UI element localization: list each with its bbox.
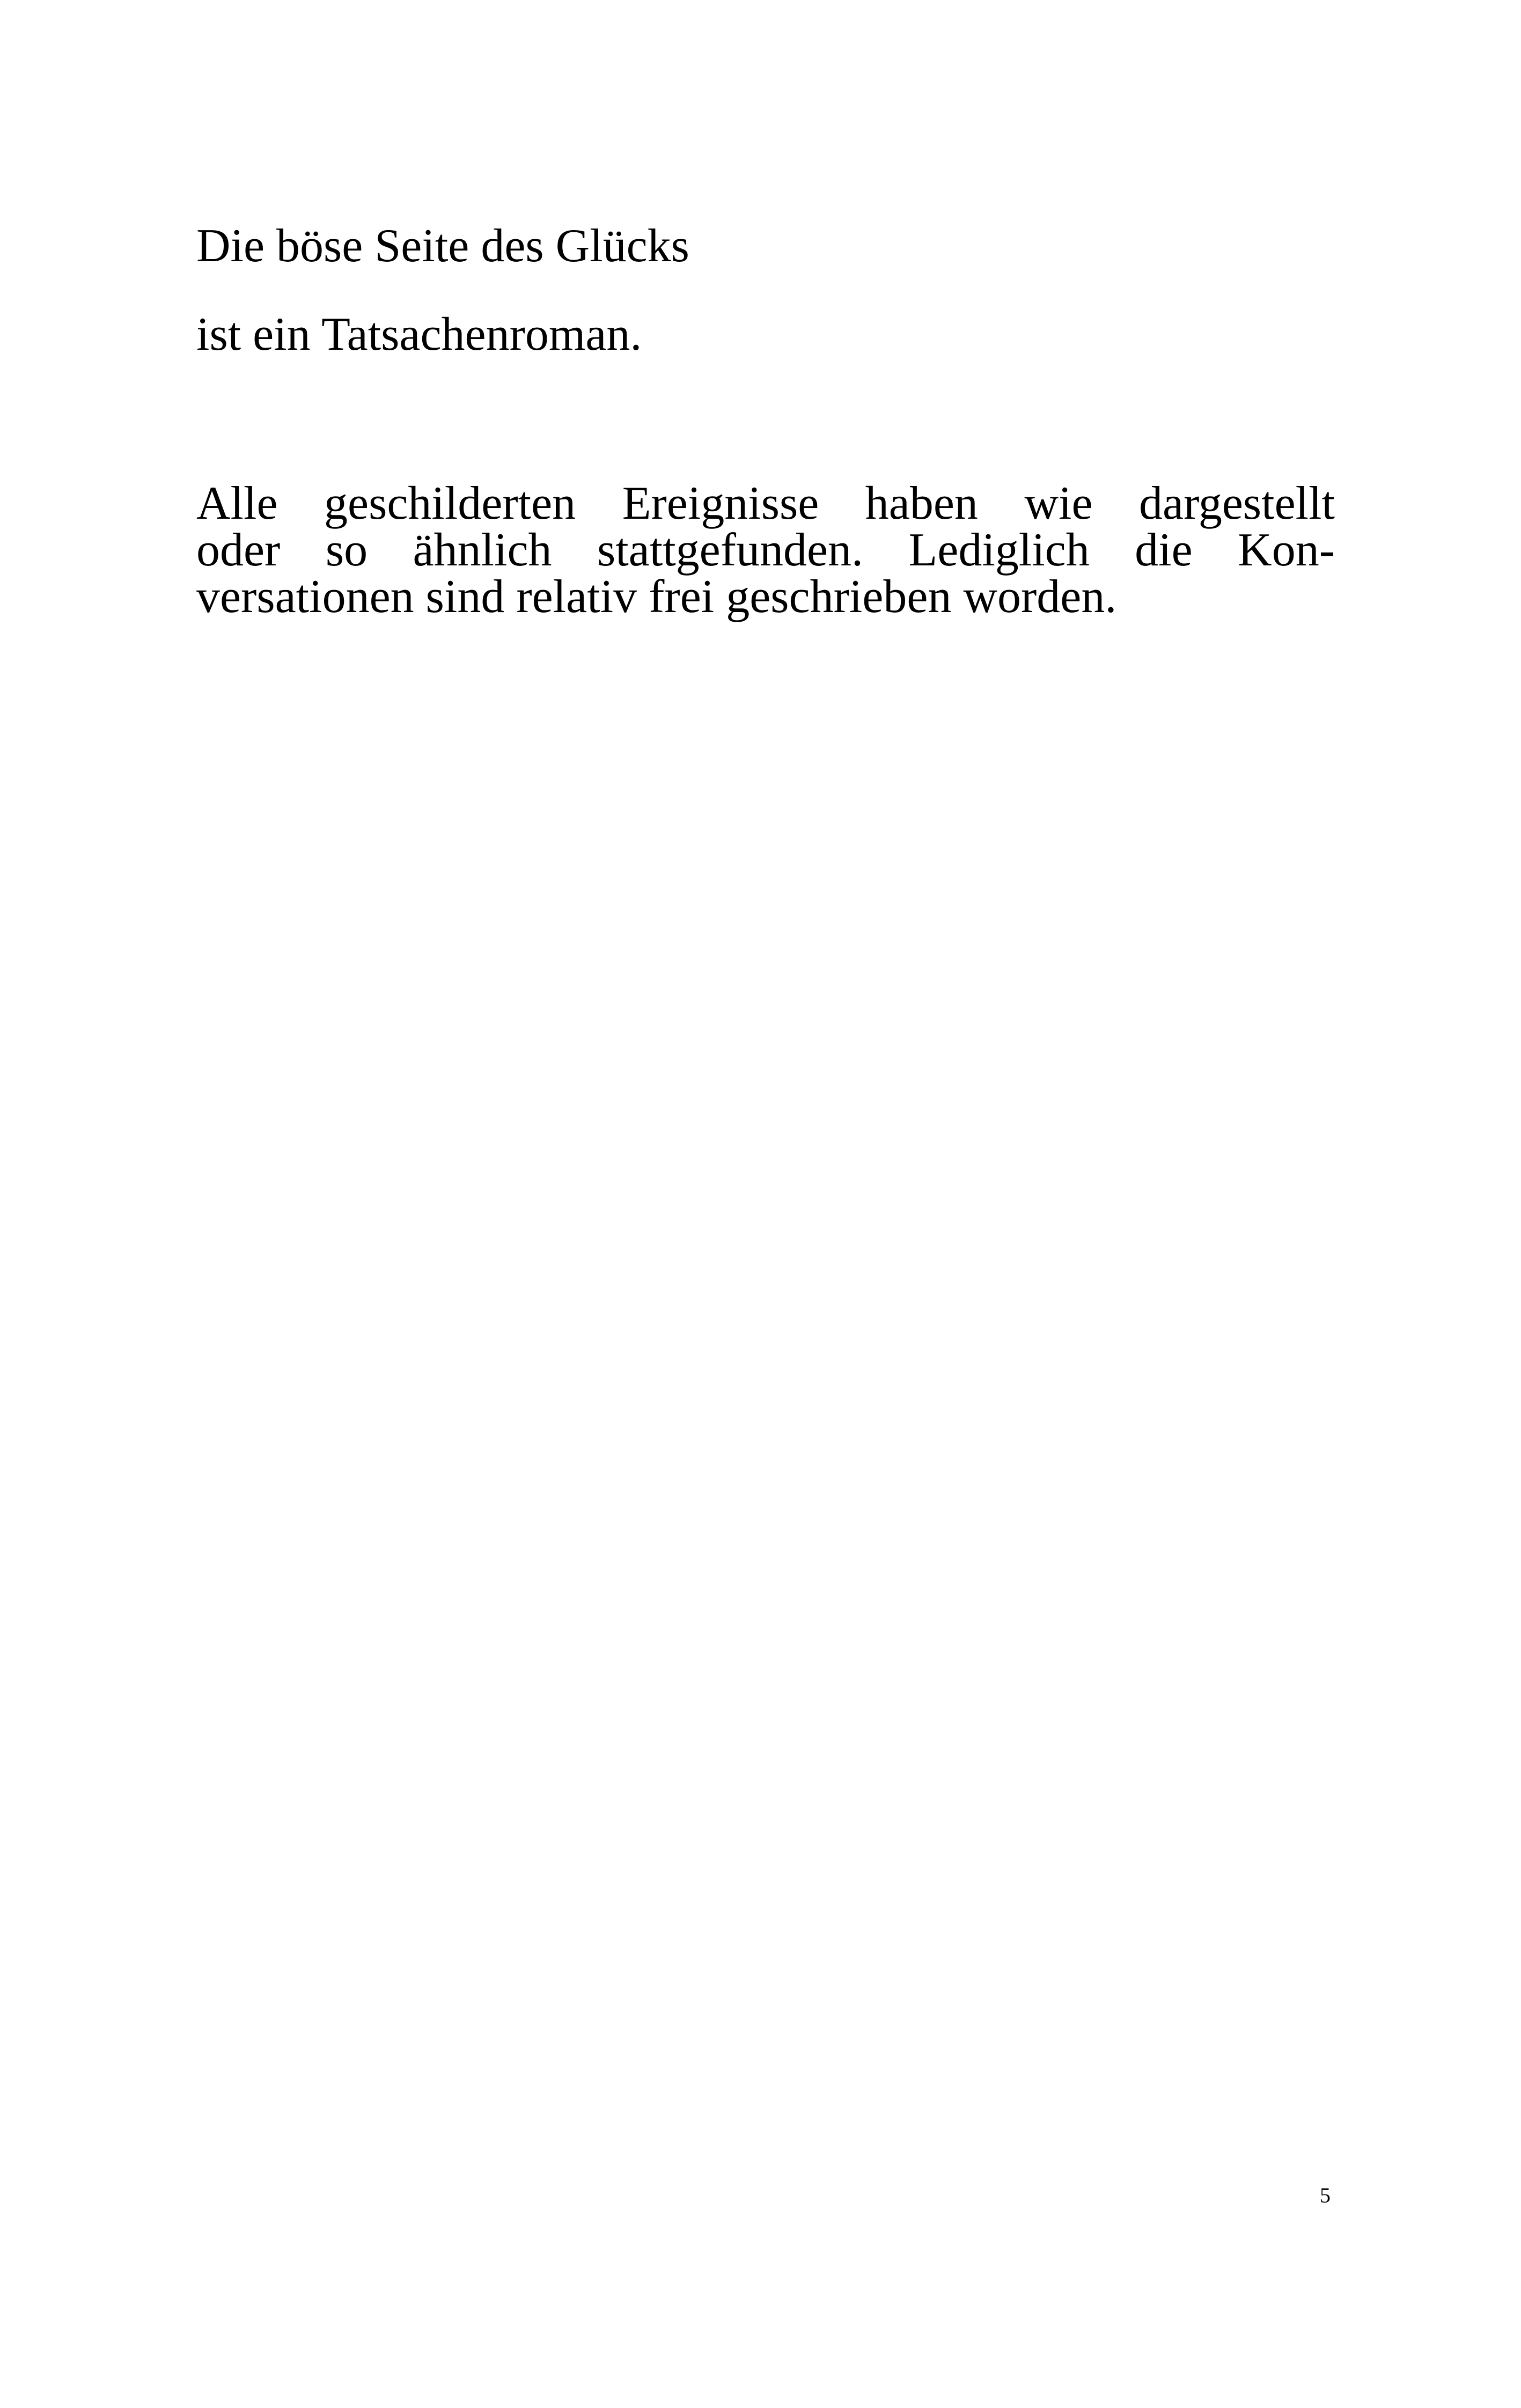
disclaimer-line: oder so ähnlich stattgefunden. Lediglich die Kon- xyxy=(196,524,1335,576)
disclaimer-line: versationen sind relativ frei geschrieben worden. xyxy=(196,571,1117,623)
disclaimer-paragraph xyxy=(196,477,1335,623)
book-genre-line: ist ein Tatsachenroman. xyxy=(196,308,642,360)
disclaimer-line: Alle geschilderten Ereignisse haben wie dargestellt xyxy=(196,477,1335,529)
page-number: 5 xyxy=(1320,2183,1331,2207)
book-title-line: Die böse Seite des Glücks xyxy=(196,220,689,272)
